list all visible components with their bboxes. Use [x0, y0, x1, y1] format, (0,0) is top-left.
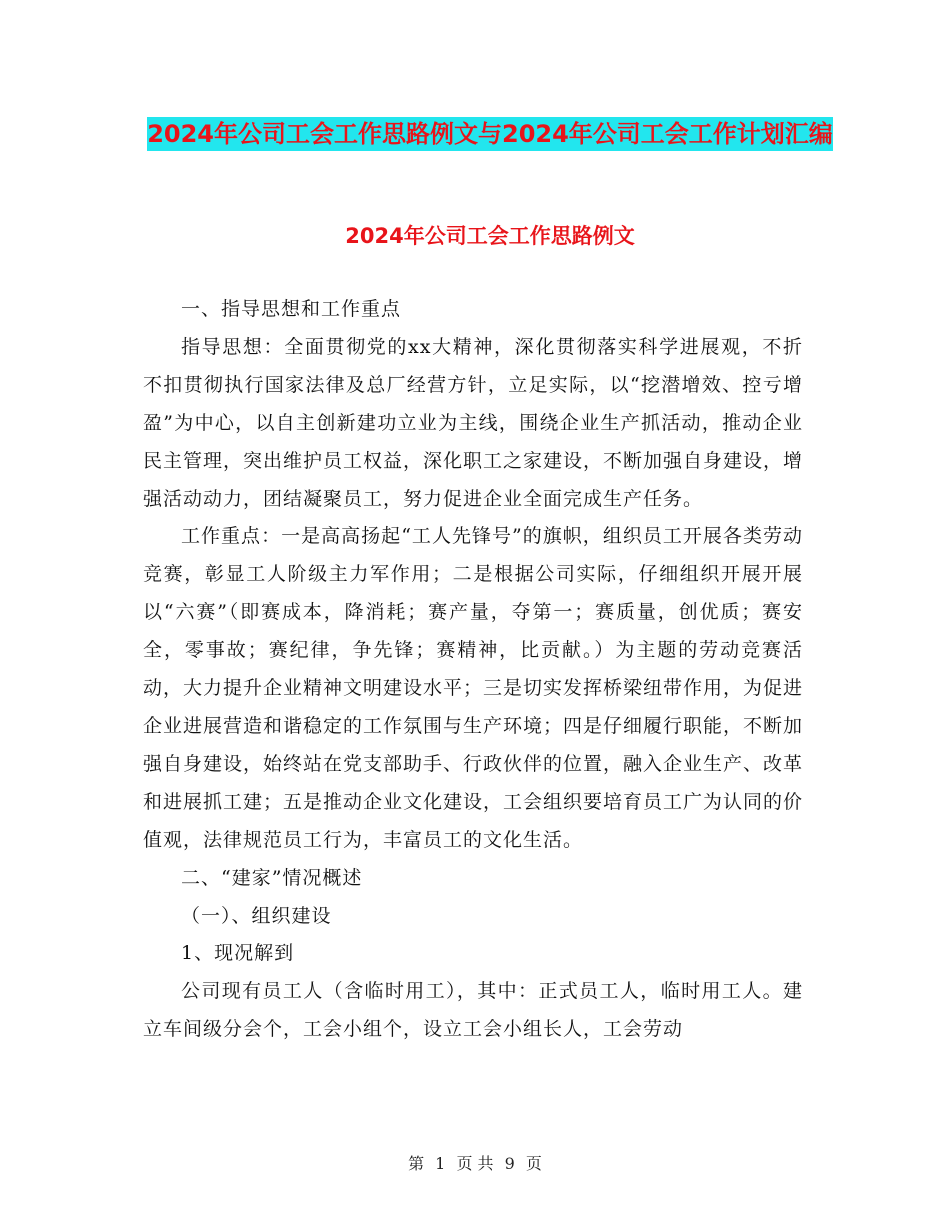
heading-jianjia-overview: 二、“建家”情况概述	[181, 866, 363, 889]
footer-suffix: 页	[525, 1154, 542, 1173]
paragraph-guiding-ideology: 指导思想：全面贯彻党的xx大精神，深化贯彻落实科学进展观，不折不扣贯彻执行国家法律及总厂经营方针，立足实际，以“挖潜增效、控亏增盈”为中心，以自主创新建功立业为主线，围绕企业生产抓活动，推动企业民主管理，突出维护员工权益，深化职工之家建设，不断加强自身建设，增强活动动力，团结凝聚员工，努力促进企业全面完成生产任务。	[143, 335, 804, 510]
heading-status: 1、现况解到	[181, 942, 295, 965]
heading-organization: （一）、组织建设	[181, 904, 332, 927]
footer-total-pages: 9	[504, 1154, 515, 1173]
document-body	[143, 291, 803, 1049]
section-title: 2024年公司工会工作思路例文	[345, 224, 635, 248]
page-footer	[0, 1152, 950, 1176]
paragraph-staff: 公司现有员工人（含临时用工），其中：正式员工人，临时用工人。建立车间级分会个，工会小组个，设立工会小组长人，工会劳动	[143, 980, 803, 1041]
document-title	[140, 110, 840, 158]
heading-guiding-ideology: 一、指导思想和工作重点	[181, 298, 402, 320]
footer-prefix: 第	[408, 1154, 425, 1173]
footer-mid: 页 共	[456, 1154, 494, 1173]
document-title-text: 2024年公司工会工作思路例文与2024年公司工会工作计划汇编	[147, 117, 833, 151]
paragraph-work-focus: 工作重点：一是高高扬起“工人先锋号”的旗帜，组织员工开展各类劳动竞赛，彰显工人阶级主力军作用；二是根据公司实际，仔细组织开展开展以“六赛”（即赛成本，降消耗；赛产量，夺第一；赛质量，创优质；赛安全，零事故；赛纪律，争先锋；赛精神，比贡献。）为主题的劳动竞赛活动，大力提升企业精神文明建设水平；三是切实发挥桥梁纽带作用，为促进企业进展营造和谐稳定的工作氛围与生产环境；四是仔细履行职能，不断加强自身建设，始终站在党支部助手、行政伙伴的位置，融入企业生产、改革和进展抓工建；五是推动企业文化建设，工会组织要培育员工广为认同的价值观，法律规范员工行为，丰富员工的文化生活。	[143, 525, 804, 851]
footer-current-page: 1	[435, 1154, 446, 1173]
